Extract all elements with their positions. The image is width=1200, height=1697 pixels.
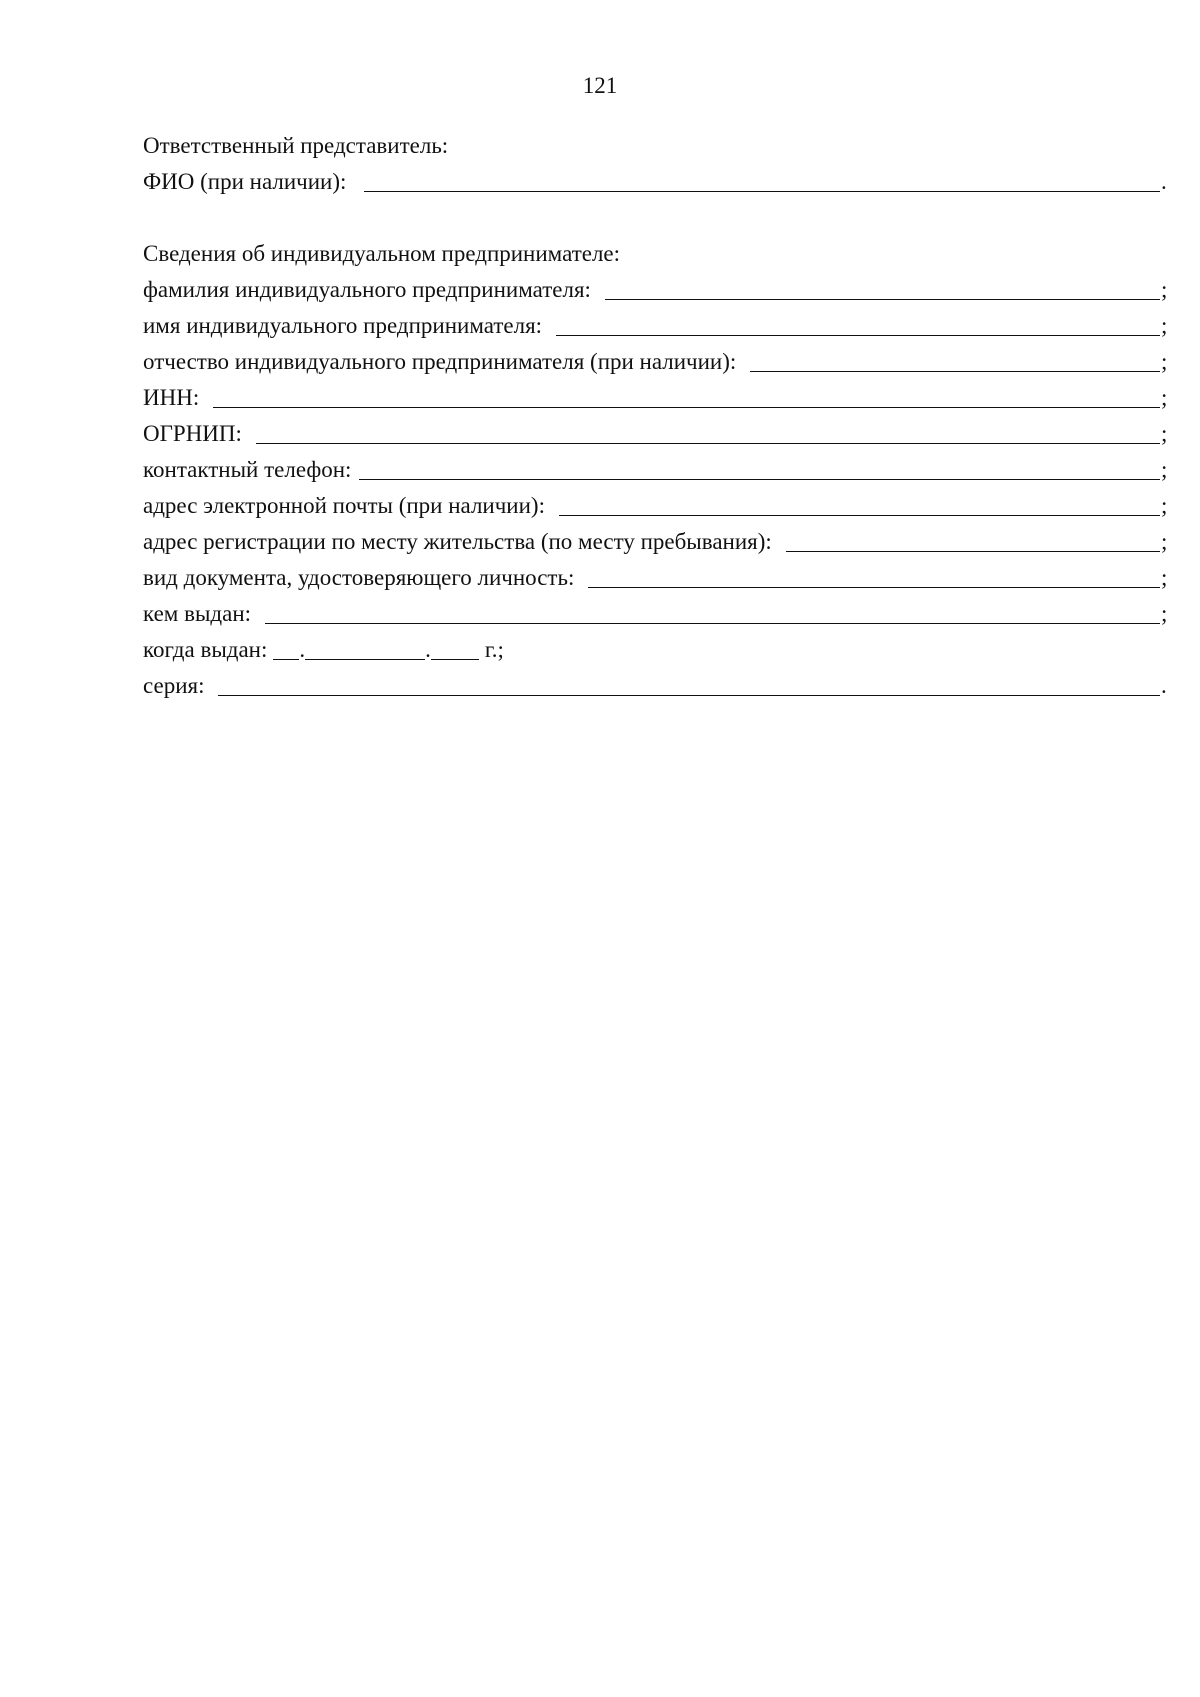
- field-end: ;: [1161, 277, 1168, 302]
- field-label: отчество индивидуального предпринимателя (при наличии):: [143, 349, 737, 374]
- year-suffix: г.;: [484, 637, 504, 662]
- field-line-phone: [143, 448, 1169, 484]
- field-line-ogrnip: [143, 412, 1169, 448]
- field-label: кем выдан:: [143, 601, 252, 626]
- issued-date-label: когда выдан:: [143, 637, 268, 662]
- field-line-surname: [143, 268, 1169, 304]
- issued-day-blank-field[interactable]: [273, 637, 299, 660]
- fio-blank-field[interactable]: [364, 169, 1160, 192]
- phone-blank-field[interactable]: [359, 457, 1160, 480]
- field-label: контактный телефон:: [143, 457, 352, 482]
- field-end: ;: [1161, 349, 1168, 374]
- field-line-inn: [143, 376, 1169, 412]
- address-blank-field[interactable]: [786, 529, 1160, 552]
- field-label: имя индивидуального предпринимателя:: [143, 313, 543, 338]
- field-line-patronymic: [143, 340, 1169, 376]
- issued-month-blank-field[interactable]: [305, 637, 425, 660]
- field-end: ;: [1161, 529, 1168, 554]
- date-separator: .: [425, 637, 431, 662]
- fio-label: ФИО (при наличии):: [143, 169, 347, 194]
- date-separator: .: [299, 637, 306, 662]
- issued-year-blank-field[interactable]: [431, 637, 479, 660]
- entrepreneur-heading: Сведения об индивидуальном предпринимателе:: [143, 241, 621, 266]
- surname-blank-field[interactable]: [605, 277, 1160, 300]
- field-end: ;: [1161, 313, 1168, 338]
- representative-heading-line: [143, 124, 1169, 160]
- field-label: вид документа, удостоверяющего личность:: [143, 565, 575, 590]
- ogrnip-blank-field[interactable]: [256, 421, 1160, 444]
- entrepreneur-heading-line: [143, 232, 1169, 268]
- field-end: ;: [1161, 493, 1168, 518]
- inn-blank-field[interactable]: [213, 385, 1160, 408]
- field-label: ОГРНИП:: [143, 421, 242, 446]
- series-blank-field[interactable]: [218, 673, 1160, 696]
- field-line-name: [143, 304, 1169, 340]
- field-line-document-type: [143, 556, 1169, 592]
- field-line-issued-by: [143, 592, 1169, 628]
- representative-heading: Ответственный представитель:: [143, 133, 449, 158]
- series-end: .: [1161, 673, 1167, 698]
- name-blank-field[interactable]: [556, 313, 1160, 336]
- fio-line: [143, 160, 1169, 196]
- field-line-address: [143, 520, 1169, 556]
- field-line-issued-date: [143, 628, 1169, 664]
- field-line-series: [143, 664, 1169, 700]
- field-label: фамилия индивидуального предпринимателя:: [143, 277, 591, 302]
- field-label: адрес электронной почты (при наличии):: [143, 493, 545, 518]
- field-end: ;: [1161, 565, 1168, 590]
- section-gap: [143, 196, 1169, 232]
- issued-by-blank-field[interactable]: [265, 601, 1160, 624]
- email-blank-field[interactable]: [559, 493, 1160, 516]
- page-number: 121: [582, 73, 618, 98]
- patronymic-blank-field[interactable]: [750, 349, 1160, 372]
- form-content: [143, 124, 1169, 700]
- fio-end: .: [1161, 169, 1167, 194]
- document-type-blank-field[interactable]: [588, 565, 1160, 588]
- field-line-email: [143, 484, 1169, 520]
- series-label: серия:: [143, 673, 205, 698]
- field-label: ИНН:: [143, 385, 200, 410]
- field-label: адрес регистрации по месту жительства (по месту пребывания):: [143, 529, 772, 554]
- field-end: ;: [1161, 601, 1168, 626]
- field-end: ;: [1161, 421, 1168, 446]
- field-end: ;: [1161, 385, 1168, 410]
- field-end: ;: [1161, 457, 1168, 482]
